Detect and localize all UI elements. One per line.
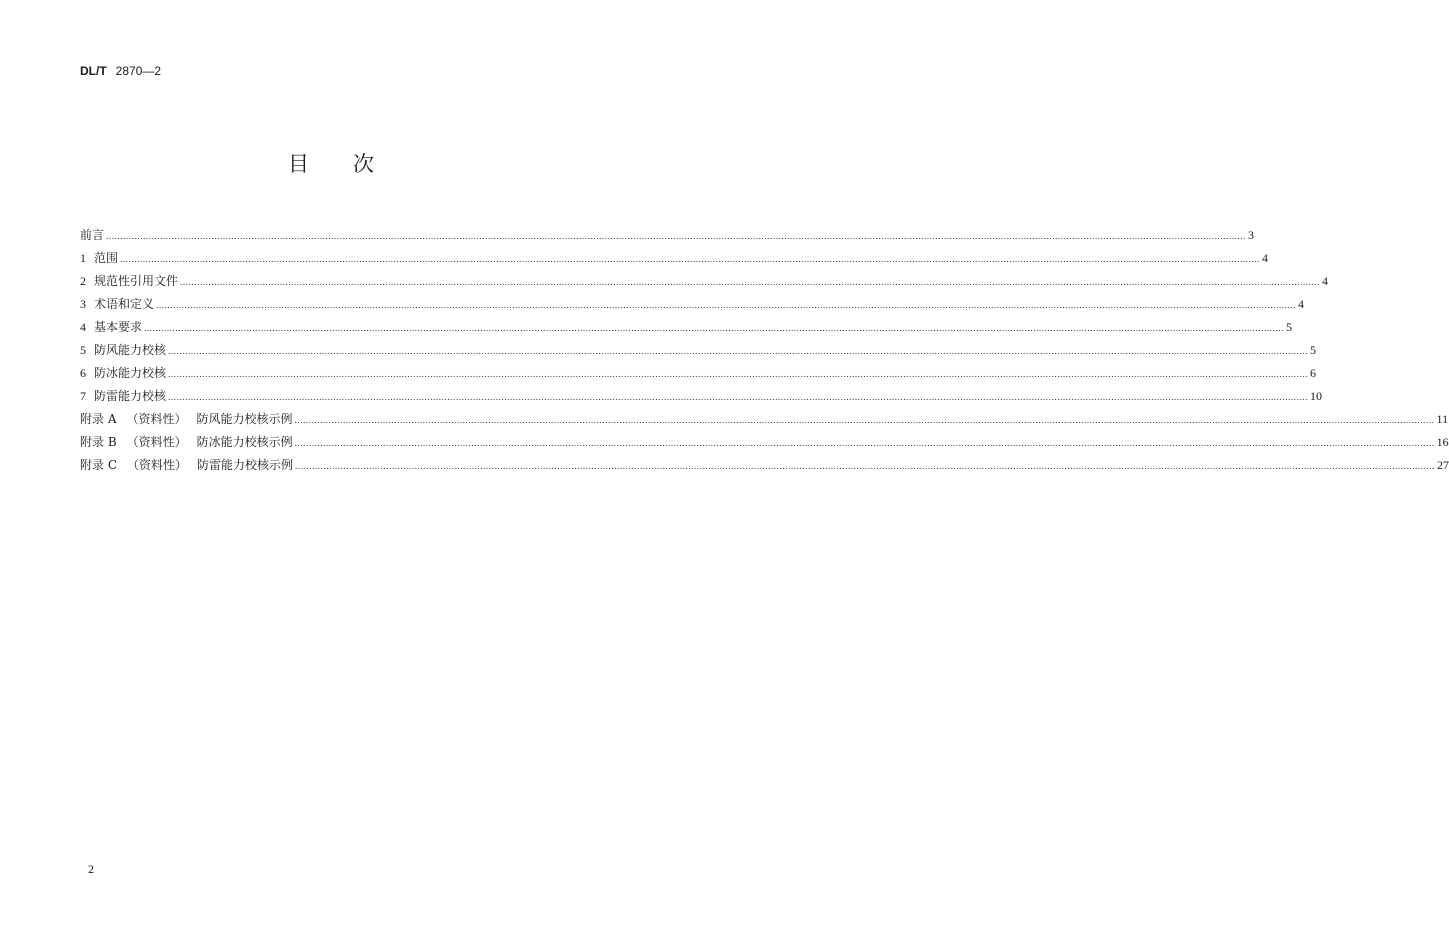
toc-entry-page: 4 bbox=[1262, 251, 1269, 265]
table-of-contents bbox=[80, 224, 1449, 477]
title-char-1: 目 bbox=[288, 152, 309, 176]
toc-leader-dots: ................................................................................................................................................................................................................................................................................................................................................................................................................ bbox=[294, 438, 1435, 448]
toc-appendix-label bbox=[80, 431, 293, 454]
toc-entry-scope[interactable] bbox=[80, 247, 1269, 270]
toc-entry-basic-requirements[interactable] bbox=[80, 316, 1293, 339]
toc-entry-number: 7 bbox=[80, 389, 86, 403]
appendix-kind: （资料性） bbox=[126, 412, 187, 426]
toc-entry-page: 3 bbox=[1248, 228, 1255, 242]
toc-entry-label: 防冰能力校核 bbox=[94, 366, 167, 380]
toc-leader-dots: ................................................................................................................................................................................................................................................................................................................................................................................................................ bbox=[120, 254, 1261, 264]
page-header bbox=[80, 64, 161, 78]
appendix-prefix: 附录 A bbox=[80, 412, 117, 426]
page-title bbox=[0, 148, 662, 178]
toc-entry-page: 6 bbox=[1310, 366, 1317, 380]
title-char-2: 次 bbox=[353, 152, 374, 176]
toc-entry-label: 规范性引用文件 bbox=[94, 274, 179, 288]
appendix-prefix: 附录 B bbox=[80, 435, 117, 449]
toc-entry-number: 3 bbox=[80, 297, 86, 311]
toc-entry-lightning-check[interactable] bbox=[80, 385, 1323, 408]
toc-entry-foreword[interactable] bbox=[80, 224, 1255, 247]
toc-entry-page: 4 bbox=[1298, 297, 1305, 311]
toc-leader-dots: ................................................................................................................................................................................................................................................................................................................................................................................................................ bbox=[144, 323, 1285, 333]
toc-entry-number: 2 bbox=[80, 274, 86, 288]
toc-entry-label: 范围 bbox=[94, 251, 119, 265]
toc-entry-label: 术语和定义 bbox=[94, 297, 155, 311]
toc-entry-wind-check[interactable] bbox=[80, 339, 1317, 362]
appendix-title: 防雷能力校核示例 bbox=[197, 458, 294, 472]
appendix-title: 防风能力校核示例 bbox=[196, 412, 293, 426]
appendix-title: 防冰能力校核示例 bbox=[196, 435, 293, 449]
toc-entry-number: 1 bbox=[80, 251, 86, 265]
toc-entry-label: 前言 bbox=[80, 228, 105, 242]
appendix-kind: （资料性） bbox=[126, 435, 187, 449]
toc-appendix-label bbox=[80, 454, 293, 477]
appendix-kind: （资料性） bbox=[127, 458, 188, 472]
toc-leader-dots: ................................................................................................................................................................................................................................................................................................................................................................................................................ bbox=[294, 415, 1435, 425]
toc-entry-page: 4 bbox=[1322, 274, 1329, 288]
toc-entry-appendix-b[interactable] bbox=[80, 431, 1449, 454]
toc-leader-dots: ................................................................................................................................................................................................................................................................................................................................................................................................................ bbox=[180, 277, 1321, 287]
toc-appendix-label bbox=[80, 408, 293, 431]
standard-code: DL/T bbox=[80, 64, 107, 78]
toc-entry-ice-check[interactable] bbox=[80, 362, 1317, 385]
toc-entry-page: 5 bbox=[1286, 320, 1293, 334]
toc-leader-dots: ................................................................................................................................................................................................................................................................................................................................................................................................................ bbox=[168, 369, 1309, 379]
toc-leader-dots: ................................................................................................................................................................................................................................................................................................................................................................................................................ bbox=[295, 461, 1436, 471]
toc-entry-terms-definitions[interactable] bbox=[80, 293, 1305, 316]
toc-entry-page: 10 bbox=[1310, 389, 1323, 403]
toc-leader-dots: ................................................................................................................................................................................................................................................................................................................................................................................................................ bbox=[168, 392, 1309, 402]
toc-entry-page: 16 bbox=[1436, 435, 1449, 449]
toc-entry-label: 防风能力校核 bbox=[94, 343, 167, 357]
appendix-prefix: 附录 C bbox=[80, 458, 117, 472]
toc-entry-normative-references[interactable] bbox=[80, 270, 1329, 293]
standard-number: 2870—2 bbox=[115, 64, 162, 78]
toc-entry-page: 11 bbox=[1436, 412, 1449, 426]
toc-entry-label: 基本要求 bbox=[94, 320, 143, 334]
toc-leader-dots: ................................................................................................................................................................................................................................................................................................................................................................................................................ bbox=[156, 300, 1297, 310]
toc-entry-number: 5 bbox=[80, 343, 86, 357]
toc-leader-dots: ................................................................................................................................................................................................................................................................................................................................................................................................................ bbox=[106, 231, 1247, 241]
page-number: 2 bbox=[88, 862, 94, 876]
toc-entry-page: 5 bbox=[1310, 343, 1317, 357]
toc-entry-appendix-c[interactable] bbox=[80, 454, 1449, 477]
toc-entry-page: 27 bbox=[1437, 458, 1449, 472]
toc-leader-dots: ................................................................................................................................................................................................................................................................................................................................................................................................................ bbox=[168, 346, 1309, 356]
toc-entry-appendix-a[interactable] bbox=[80, 408, 1449, 431]
toc-entry-number: 6 bbox=[80, 366, 86, 380]
toc-entry-number: 4 bbox=[80, 320, 86, 334]
toc-entry-label: 防雷能力校核 bbox=[94, 389, 167, 403]
